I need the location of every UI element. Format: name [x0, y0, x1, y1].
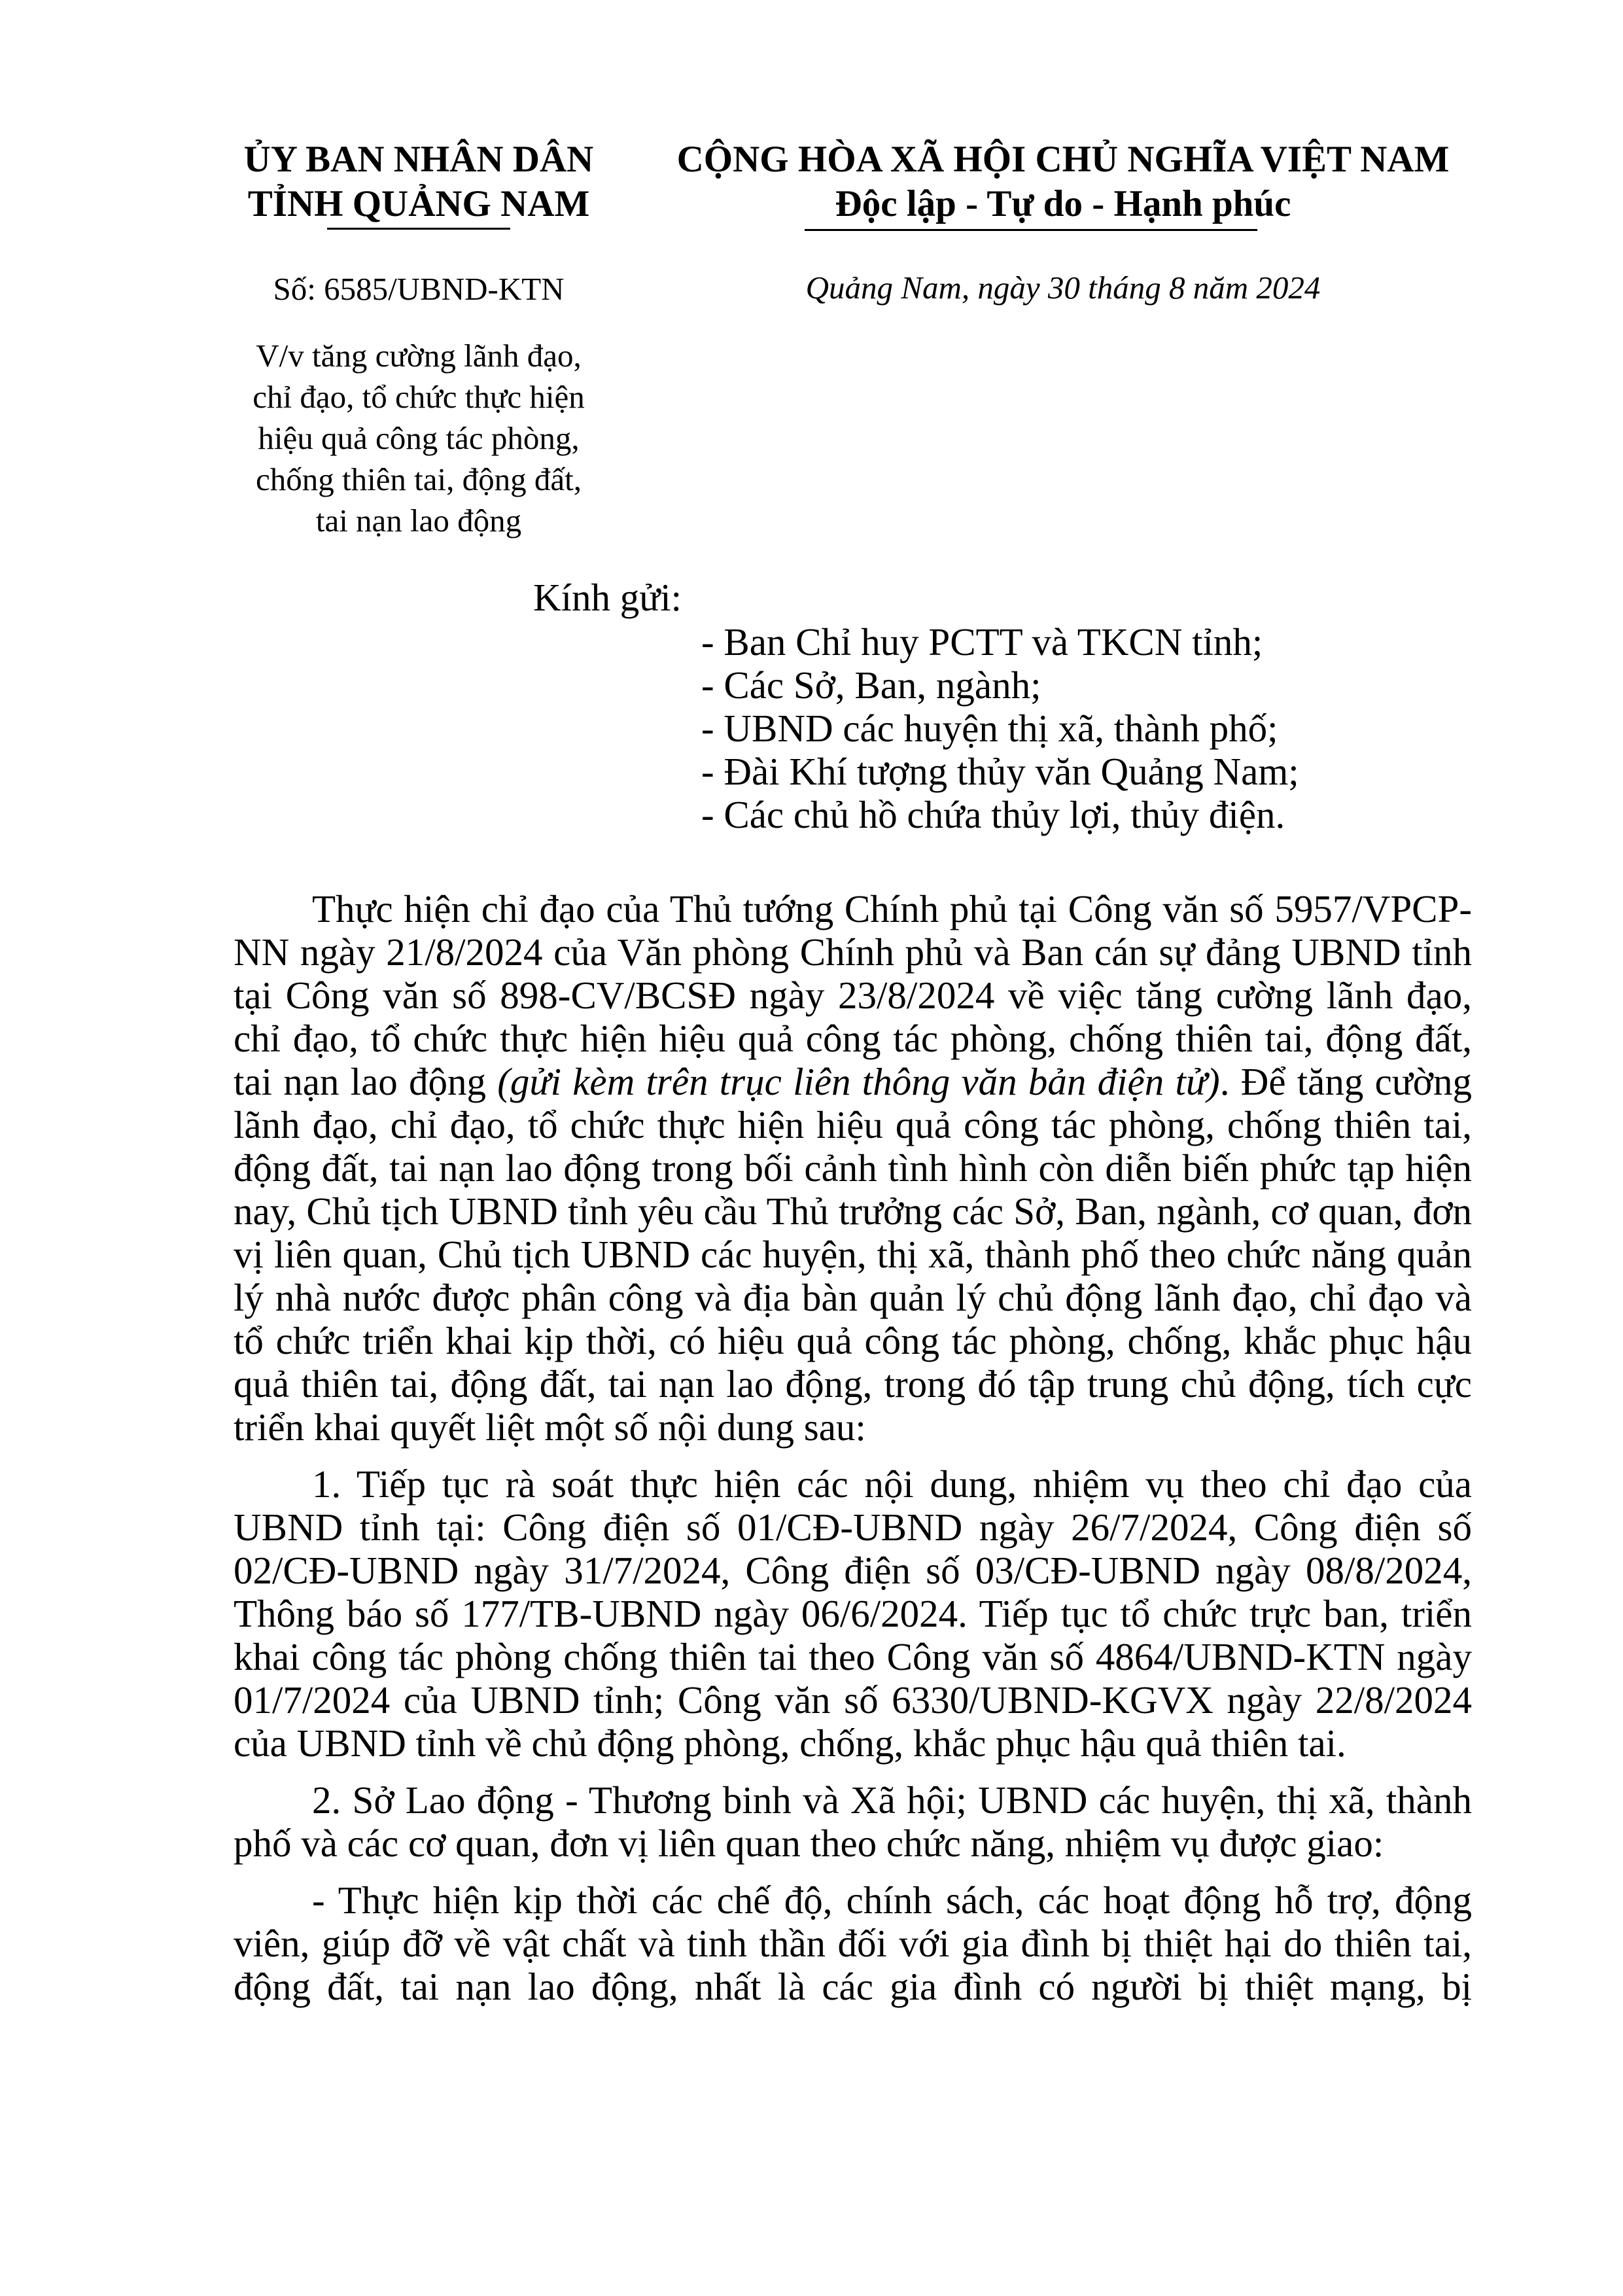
- document-body: [234, 887, 1472, 2022]
- item-1-paragraph: 1. Tiếp tục rà soát thực hiện các nội dung, nhiệm vụ theo chỉ đạo của UBND tỉnh tại: Công điện số 01/CĐ-UBND ngày 26/7/2024, Công điện số 02/CĐ-UBND ngày 31/7/2024, Công điện số 03/CĐ-UBND ngày 08/8/2024, Thông báo số 177/TB-UBND ngày 06/6/2024. Tiếp tục tổ chức trực ban, triển khai công tác phòng chống thiên tai theo Công văn số 4864/UBND-KTN ngày 01/7/2024 của UBND tỉnh; Công văn số 6330/UBND-KGVX ngày 22/8/2024 của UBND tỉnh về chủ động phòng, chống, khắc phục hậu quả thiên tai.: [234, 1462, 1472, 1765]
- intro-italic-note: (gửi kèm trên trục liên thông văn bản điện tử): [497, 1060, 1220, 1103]
- authority-line-1: ỦY BAN NHÂN DÂN: [243, 139, 594, 180]
- subject-line: V/v tăng cường lãnh đạo,: [256, 338, 582, 374]
- place-date: Quảng Nam, ngày 30 tháng 8 năm 2024: [805, 270, 1321, 306]
- subject-line: hiệu quả công tác phòng,: [258, 420, 580, 456]
- nation-line-1: CỘNG HÒA XÃ HỘI CHỦ NGHĨA VIỆT NAM: [676, 139, 1450, 180]
- nation-line-2: Độc lập - Tự do - Hạnh phúc: [835, 183, 1291, 224]
- subject-line: tai nạn lao động: [315, 503, 522, 539]
- subject-line: chỉ đạo, tổ chức thực hiện: [253, 379, 585, 415]
- authority-underline: [327, 228, 510, 230]
- authority-line-2: TỈNH QUẢNG NAM: [247, 183, 590, 224]
- item-2-paragraph: 2. Sở Lao động - Thương binh và Xã hội; UBND các huyện, thị xã, thành phố và các cơ quan, đơn vị liên quan theo chức năng, nhiệm vụ được giao:: [234, 1778, 1472, 1865]
- intro-text-part1: Thực hiện chỉ đạo của Thủ tướng Chính phủ tại Công văn số 5957/VPCP-NN ngày 21/8/2024 của Văn phòng Chính phủ và Ban cán sự đảng UBND tỉnh tại Công văn số 898-CV/BCSĐ ngày 23/8/2024 về việc tăng cường lãnh đạo, chỉ đạo, tổ chức thực hiện hiệu quả công tác phòng, chống thiên tai, động đất, tai nạn lao động: [234, 887, 1472, 1103]
- national-heading: [654, 137, 1472, 226]
- recipient-item: - Các Sở, Ban, ngành;: [701, 663, 1041, 707]
- intro-text-part2: . Để tăng cường lãnh đạo, chỉ đạo, tổ chức thực hiện hiệu quả công tác phòng, chống thiên tai, động đất, tai nạn lao động trong bối cảnh tình hình còn diễn biến phức tạp hiện nay, Chủ tịch UBND tỉnh yêu cầu Thủ trưởng các Sở, Ban, ngành, cơ quan, đơn vị liên quan, Chủ tịch UBND các huyện, thị xã, thành phố theo chức năng quản lý nhà nước được phân công và địa bàn quản lý chủ động lãnh đạo, chỉ đạo và tổ chức triển khai kịp thời, có hiệu quả công tác phòng, chống, khắc phục hậu quả thiên tai, động đất, tai nạn lao động, trong đó tập trung chủ động, tích cực triển khai quyết liệt một số nội dung sau:: [234, 1060, 1472, 1449]
- subject-block: [216, 335, 621, 541]
- issuing-authority: [216, 137, 621, 226]
- item-2-bullet: - Thực hiện kịp thời các chế độ, chính sách, các hoạt động hỗ trợ, động viên, giúp đỡ về vật chất và tinh thần đối với gia đình bị thiệt hại do thiên tai, động đất, tai nạn lao động, nhất là các gia đình có người bị thiệt mạng, bị: [234, 1879, 1472, 2008]
- recipient-item: - UBND các huyện thị xã, thành phố;: [701, 707, 1278, 750]
- subject-line: chống thiên tai, động đất,: [255, 461, 582, 497]
- recipient-item: - Các chủ hồ chứa thủy lợi, thủy điện.: [701, 793, 1285, 836]
- recipients-label: Kính gửi:: [533, 576, 682, 619]
- recipients-list: [701, 620, 1299, 836]
- recipient-item: - Ban Chỉ huy PCTT và TKCN tỉnh;: [701, 620, 1263, 663]
- document-number: Số: 6585/UBND-KTN: [273, 271, 565, 307]
- intro-paragraph: [234, 887, 1472, 1449]
- recipient-item: - Đài Khí tượng thủy văn Quảng Nam;: [701, 750, 1299, 793]
- motto-underline: [805, 229, 1257, 231]
